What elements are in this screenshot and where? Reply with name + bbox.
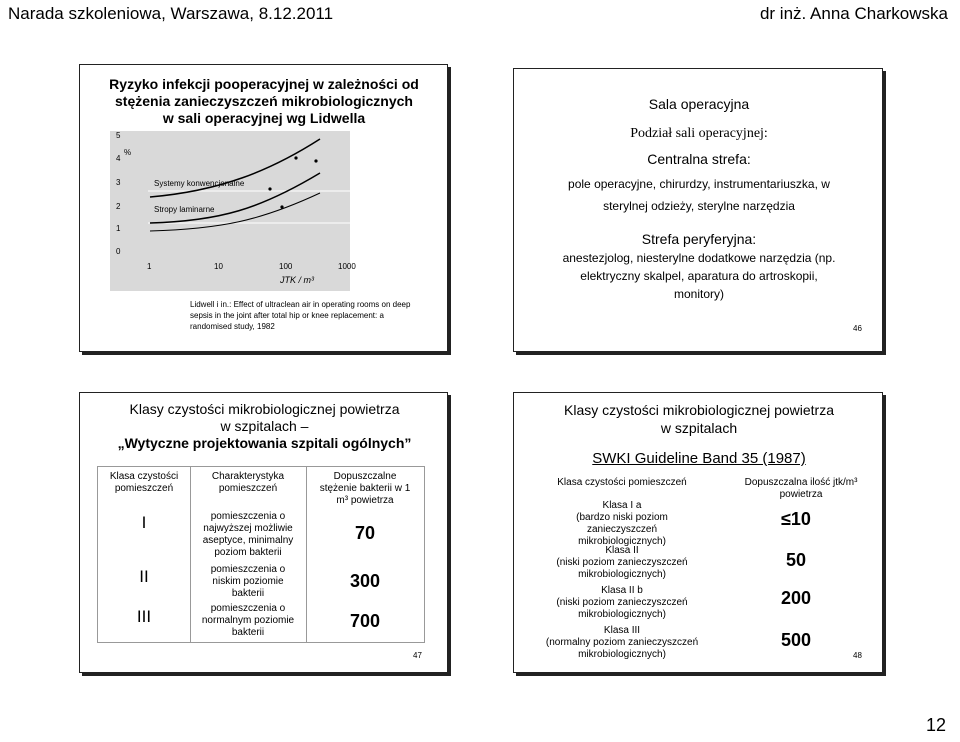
header-left: Narada szkoleniowa, Warszawa, 8.12.2011 <box>8 4 334 23</box>
class-line: Klasa I a <box>602 500 642 511</box>
y-tick: 2 <box>116 202 121 211</box>
infection-risk-chart <box>110 131 356 291</box>
data-point <box>294 156 297 159</box>
title-line: Ryzyko infekcji pooperacyjnej w zależności od <box>109 76 419 92</box>
desc-line: pomieszczenia o <box>210 564 286 575</box>
class-value: III <box>136 607 152 626</box>
col-characteristics <box>190 467 307 642</box>
limit-value: ≤10 <box>781 509 811 529</box>
header-line: pomieszczeń <box>114 483 174 494</box>
class-value: I <box>141 513 147 532</box>
class-line: Klasa II b <box>601 585 643 596</box>
class-line: (niski poziom zanieczyszczeń <box>556 557 688 568</box>
desc-line: niskim poziomie <box>212 576 284 587</box>
x-tick: 1 <box>147 262 152 271</box>
header-line: Klasa czystości <box>109 471 179 482</box>
y-tick: 4 <box>116 154 121 163</box>
class-line: mikrobiologicznych) <box>578 649 666 660</box>
x-axis-label: JTK / m³ <box>280 275 314 285</box>
title-line: Klasy czystości mikrobiologicznej powietrza <box>129 401 400 417</box>
y-tick: 0 <box>116 247 121 256</box>
class-cell <box>532 625 712 661</box>
desc-line: aseptyce, minimalny <box>202 535 294 546</box>
class-line: mikrobiologicznych) <box>578 536 666 547</box>
title-line: w szpitalach – <box>220 418 309 434</box>
slide-number: 47 <box>413 651 422 660</box>
curve-label-laminar: Stropy laminarne <box>154 205 215 214</box>
class-line: Klasa II <box>605 545 639 556</box>
header-line: Charakterystyka <box>211 471 285 482</box>
division-label: Podział sali operacyjnej: <box>630 126 768 141</box>
class-line: (niski poziom zanieczyszczeń <box>556 597 688 608</box>
class-line: zanieczyszczeń <box>586 524 658 535</box>
title-line: w szpitalach <box>660 420 738 436</box>
slide-title <box>80 401 449 452</box>
central-zone-desc <box>522 173 876 217</box>
class-cell <box>532 545 712 581</box>
x-tick: 100 <box>279 262 293 271</box>
limit-value: 50 <box>785 550 807 570</box>
header-line: pomieszczeń <box>218 483 278 494</box>
class-line: (bardzo niski poziom <box>576 512 668 523</box>
limit-value: 700 <box>349 611 381 631</box>
class-cell <box>532 500 712 548</box>
x-tick: 1000 <box>338 262 356 271</box>
central-zone-label: Centralna strefa: <box>647 151 751 167</box>
data-point <box>314 159 317 162</box>
title-line: w sali operacyjnej wg Lidwella <box>162 110 366 126</box>
class-line: (normalny poziom zanieczyszczeń <box>545 637 699 648</box>
header-line: stężenie bakterii w 1 <box>319 483 411 494</box>
class-line: mikrobiologicznych) <box>578 569 666 580</box>
limit-value: 300 <box>349 571 381 591</box>
title-line: Klasy czystości mikrobiologicznej powietrza <box>564 402 834 418</box>
header-line: Dopuszczalne <box>333 471 397 482</box>
limit-value: 500 <box>780 630 812 650</box>
slide-48-swki-guideline <box>513 392 883 673</box>
header-line: m³ powietrza <box>336 495 394 506</box>
slide-45-lidwell <box>79 64 448 352</box>
col-header <box>306 471 424 507</box>
y-unit-label: % <box>124 148 132 157</box>
row-desc <box>190 603 306 639</box>
slide-title <box>88 76 440 127</box>
classes-table <box>97 466 425 643</box>
chart-background <box>110 131 350 291</box>
title-line: „Wytyczne projektowania szpitali ogólnych” <box>117 435 412 451</box>
header-line: powietrza <box>779 489 823 500</box>
row-desc <box>190 511 306 559</box>
desc-line: normalnym poziomie <box>201 615 295 626</box>
col-header <box>190 471 306 495</box>
y-tick: 3 <box>116 178 121 187</box>
col-header-class: Klasa czystości pomieszczeń <box>557 477 687 488</box>
curve-label-conventional: Systemy konwencjonalne <box>154 179 245 188</box>
slide-47-hospital-guidelines <box>79 392 448 673</box>
desc-line: monitory) <box>673 287 724 301</box>
desc-line: elektryczny skalpel, aparatura do artroskopii, <box>580 269 818 283</box>
slide-number: 48 <box>853 651 862 660</box>
desc-line: pole operacyjne, chirurdzy, instrumentariuszka, w <box>568 177 830 191</box>
desc-line: sterylnej odzieży, sterylne narzędzia <box>603 199 795 213</box>
peripheral-zone-desc <box>522 249 876 303</box>
desc-line: pomieszczenia o <box>210 603 286 614</box>
col-header <box>98 471 190 495</box>
header-line: Dopuszczalna ilość jtk/m³ <box>744 477 858 488</box>
limit-value: 200 <box>780 588 812 608</box>
page-number: 12 <box>925 715 946 735</box>
slide-46-operating-room <box>513 68 883 352</box>
desc-line: bakterii <box>231 588 265 599</box>
data-point <box>280 205 283 208</box>
desc-line: poziom bakterii <box>214 547 282 558</box>
guideline-subtitle: SWKI Guideline Band 35 (1987) <box>592 450 806 467</box>
limit-value: 70 <box>354 523 376 543</box>
peripheral-zone-label: Strefa peryferyjna: <box>641 231 757 247</box>
reference-line: Lidwell i in.: Effect of ultraclean air in operating rooms on deep <box>190 300 411 309</box>
slide-title <box>514 401 884 437</box>
x-tick: 10 <box>214 262 223 271</box>
header-right: dr inż. Anna Charkowska <box>759 4 948 23</box>
slide-title: Sala operacyjna <box>648 96 750 112</box>
class-cell <box>532 585 712 621</box>
slide-number: 46 <box>853 324 862 333</box>
class-line: mikrobiologicznych) <box>578 609 666 620</box>
reference <box>190 299 430 332</box>
y-tick: 1 <box>116 224 121 233</box>
desc-line: anestezjolog, niesterylne dodatkowe narzędzia (np. <box>562 251 836 265</box>
desc-line: najwyższej możliwie <box>203 523 293 534</box>
y-tick: 5 <box>116 131 121 140</box>
title-line: stężenia zanieczyszczeń mikrobiologicznych <box>115 93 413 109</box>
col-limit <box>306 467 424 642</box>
reference-line: randomised study, 1982 <box>190 322 275 331</box>
row-desc <box>190 564 306 600</box>
reference-line: sepsis in the joint after total hip or knee replacement: a <box>190 311 384 320</box>
col-header-limit <box>726 477 876 501</box>
desc-line: pomieszczenia o <box>210 511 286 522</box>
class-line: Klasa III <box>603 625 641 636</box>
desc-line: bakterii <box>231 627 265 638</box>
col-class <box>98 467 191 642</box>
data-point <box>268 187 271 190</box>
class-value: II <box>139 567 149 586</box>
